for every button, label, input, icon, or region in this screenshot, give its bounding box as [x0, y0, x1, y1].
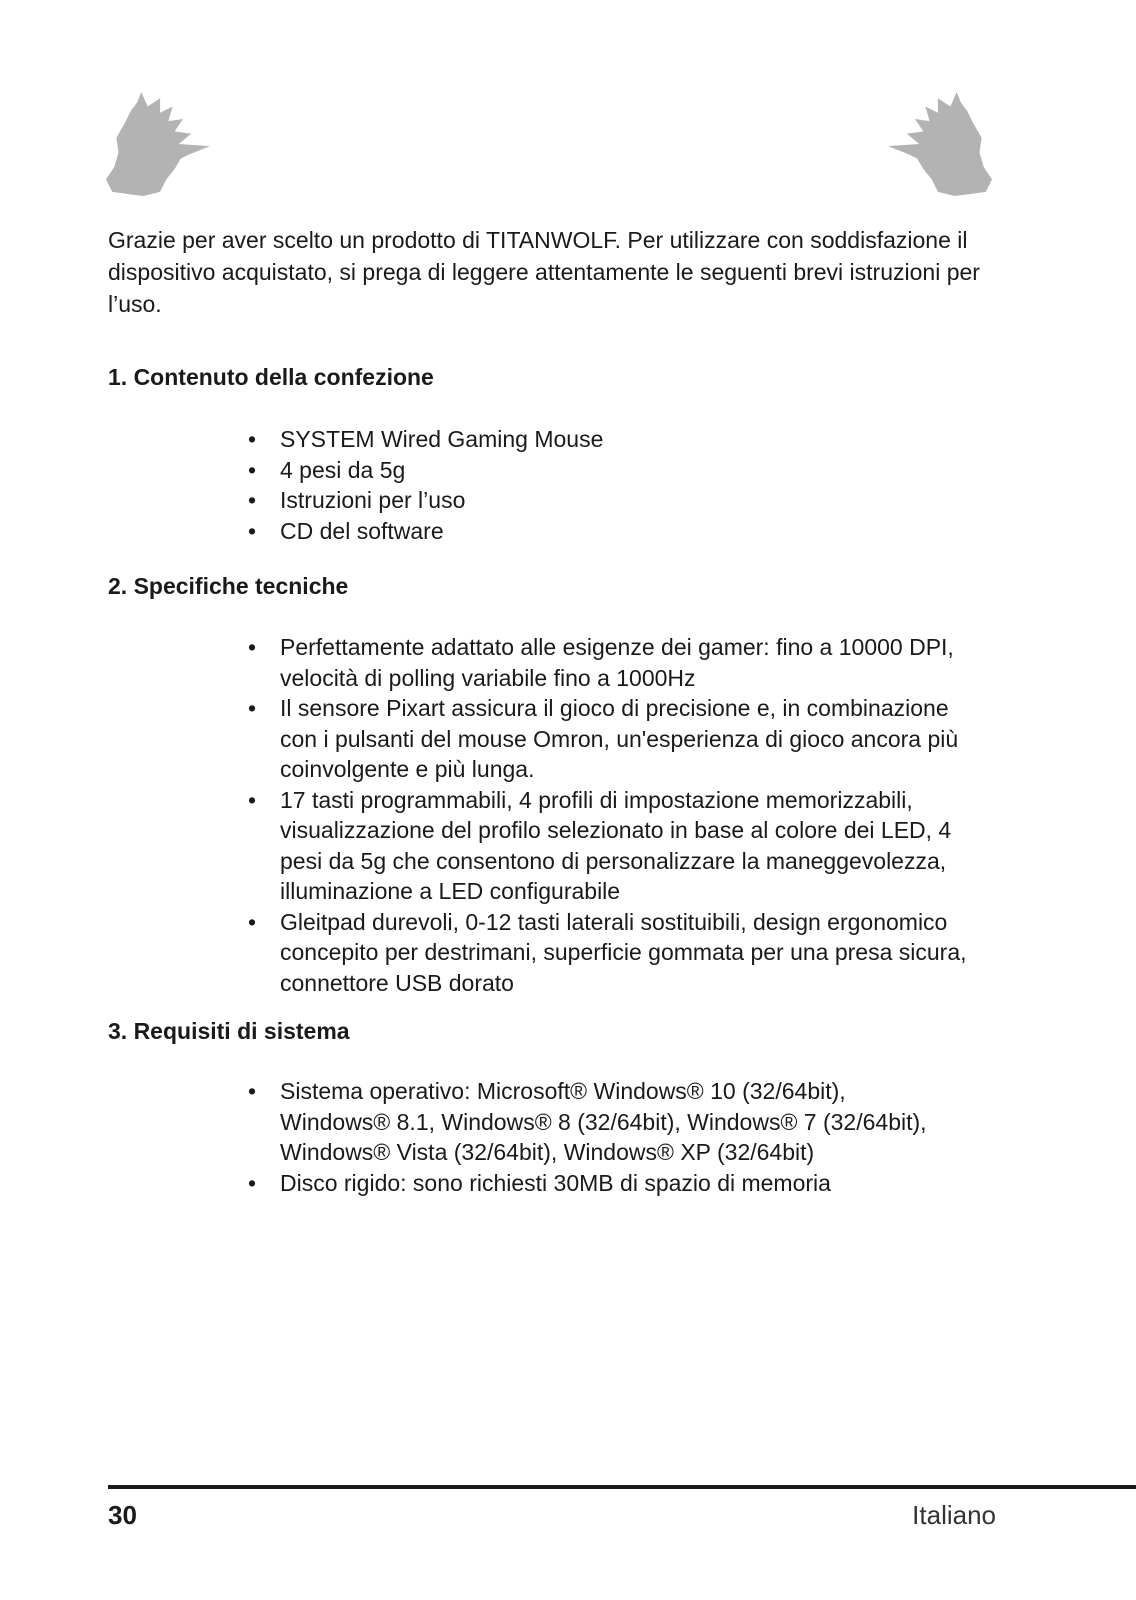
page-number: 30	[108, 1500, 137, 1530]
wolf-logo-right	[888, 92, 992, 196]
list-item: • 17 tasti programmabili, 4 profili di impostazione memorizzabili, visualizzazione del profilo selezionato in base al colore dei LED, 4 pesi da 5g che consentono di personalizzare la maneggevolezza, illuminazione a LED configurabile	[248, 786, 952, 904]
wolf-logo-left	[106, 92, 210, 196]
list-item: • Sistema operativo: Microsoft® Windows® 10 (32/64bit), Windows® 8.1, Windows® 8 (32/64bit), Windows® 7 (32/64bit), Windows® Vista (32/64bit), Windows® XP (32/64bit)	[248, 1078, 927, 1165]
list-item: • Perfettamente adattato alle esigenze dei gamer: fino a 10000 DPI, velocità di polling variabile fino a 1000Hz	[248, 634, 954, 691]
wolf-head-icon	[106, 92, 210, 196]
footer-divider	[108, 1485, 1136, 1489]
intro-paragraph: Grazie per aver scelto un prodotto di TITANWOLF. Per utilizzare con soddisfazione il dispositivo acquistato, si prega di leggere attentamente le seguenti brevi istruzioni per l’uso.	[108, 227, 980, 317]
list-item: • SYSTEM Wired Gaming Mouse	[248, 426, 604, 452]
wolf-head-icon	[888, 92, 992, 196]
specs-list	[246, 632, 981, 998]
list-item: • Gleitpad durevoli, 0-12 tasti laterali sostituibili, design ergonomico concepito per destrimani, superficie gommata per una presa sicura, connettore USB dorato	[248, 908, 967, 996]
list-item: • Disco rigido: sono richiesti 30MB di spazio di memoria	[248, 1169, 831, 1196]
requirements-list	[246, 1076, 946, 1198]
section-title-contents: 1. Contenuto della confezione	[108, 364, 434, 390]
section-title-requirements: 3. Requisiti di sistema	[108, 1018, 350, 1044]
list-item: • Istruzioni per l’uso	[248, 487, 466, 513]
page-language: Italiano	[912, 1500, 996, 1530]
list-item: • CD del software	[248, 517, 444, 544]
list-item: • 4 pesi da 5g	[248, 456, 406, 483]
contents-list	[246, 424, 1006, 546]
list-item: • Il sensore Pixart assicura il gioco di precisione e, in combinazione con i pulsanti del mouse Omron, un'esperienza di gioco ancora più coinvolgente e più lunga.	[248, 695, 959, 782]
section-title-specs: 2. Specifiche tecniche	[108, 573, 349, 599]
